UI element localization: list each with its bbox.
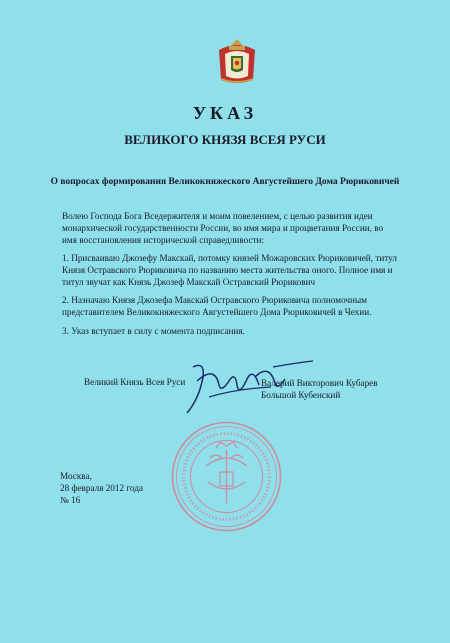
signatory-rank: Большой Кубенский xyxy=(261,390,341,400)
decree-number: № 16 xyxy=(60,495,81,505)
decree-subject: О вопросах формирования Великокняжеского Августейшего Дома Рюриковичей xyxy=(50,177,400,187)
decree-title: УКАЗ xyxy=(192,103,258,123)
decree-preamble: Волею Господа Бога Вседержителя и моим повелением, с целью развития идеи монархической государственности России, во имя мира и процветания России, во имя восстановления исторической справедливости: xyxy=(62,211,384,245)
seal-stamp-icon xyxy=(170,420,283,533)
signatory-title: Великий Князь Всея Руси xyxy=(84,377,186,387)
place-and-date xyxy=(60,470,143,506)
decree-clause-3: 3. Указ вступает в силу с момента подписания. xyxy=(62,326,245,336)
decree-subtitle: ВЕЛИКОГО КНЯЗЯ ВСЕЯ РУСИ xyxy=(124,132,326,147)
decree-clause-2: 2. Назначаю Князя Джозефа Макскай Остравского Рюриковича полномочным представителем Великокняжеского Августейшего Дома Рюриковичей в Чехии. xyxy=(62,295,372,317)
date: 28 февраля 2012 года xyxy=(60,483,144,493)
coat-of-arms-icon xyxy=(215,36,259,86)
decree-clause-1: 1. Присваиваю Джозефу Макскай, потомку князей Можаровских Рюриковичей, титул Князя Остравского Рюриковича по названию места жительства оного. Полное имя и титул звучат как Князь Джозеф Макскай Остравский Рюрикович xyxy=(62,253,397,287)
place: Москва, xyxy=(60,471,92,481)
handwritten-signature xyxy=(175,357,315,417)
signatory-name: Валерий Викторович Кубарев xyxy=(261,378,378,388)
